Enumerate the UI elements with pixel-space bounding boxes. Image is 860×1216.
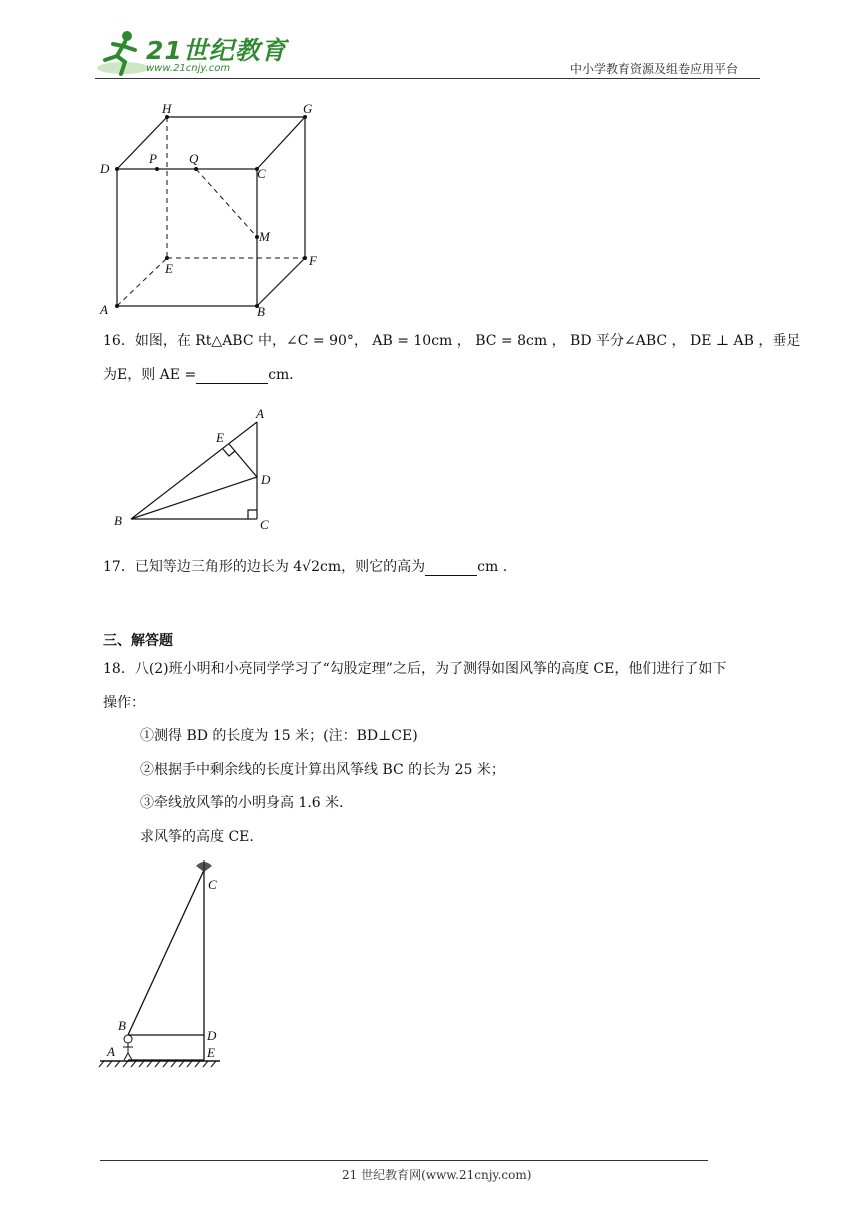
- q16-line2-prefix: 为E，则 AE =: [103, 367, 197, 383]
- kite-label-A: A: [107, 1044, 115, 1059]
- footer-divider: [100, 1160, 708, 1161]
- kite-figure: [98, 858, 228, 1070]
- cube-label-P: P: [149, 151, 157, 166]
- kite-label-E: E: [207, 1045, 215, 1060]
- tri-label-A: A: [256, 406, 264, 421]
- cube-label-D: D: [100, 161, 110, 176]
- q18-step2: ②根据手中剩余线的长度计算出风筝线 BC 的长为 25 米；: [140, 762, 505, 778]
- q17-suffix: cm .: [477, 559, 508, 575]
- cube-label-B: B: [257, 304, 265, 319]
- tri-label-D: D: [261, 472, 271, 487]
- logo-url: www.21cnjy.com: [146, 63, 231, 74]
- q16-answer-blank: [196, 369, 268, 384]
- site-tagline: 中小学教育资源及组卷应用平台: [570, 62, 739, 76]
- q18-line2: 操作：: [103, 695, 145, 711]
- q16-line2: [103, 366, 303, 384]
- kite-label-B: B: [118, 1018, 126, 1033]
- cube-figure: [95, 95, 335, 320]
- q17-answer-blank: [425, 561, 477, 576]
- cube-label-F: F: [309, 253, 317, 268]
- cube-label-E: E: [165, 261, 173, 276]
- q16-line2-suffix: cm．: [268, 367, 304, 383]
- triangle-figure: [110, 402, 285, 532]
- q17-prefix: 17．已知等边三角形的边长为 4√2cm，则它的高为: [103, 559, 426, 575]
- tri-label-C: C: [260, 517, 269, 532]
- q16-line1: 16．如图，在 Rt△ABC 中，∠C = 90°， AB = 10cm ， BC = 8cm ， BD 平分∠ABC ， DE ⊥ AB ，垂足: [103, 333, 801, 349]
- tri-label-B: B: [114, 513, 122, 528]
- header-divider: [95, 78, 760, 79]
- kite-icon: [196, 860, 212, 872]
- logo-title: 21世纪教育: [146, 36, 287, 65]
- cube-label-G: G: [303, 101, 313, 116]
- kite-label-D: D: [207, 1028, 217, 1043]
- cube-label-Q: Q: [189, 151, 199, 166]
- cube-label-M: M: [259, 229, 270, 244]
- cube-label-A: A: [100, 302, 108, 317]
- kite-label-C: C: [208, 877, 217, 892]
- q17-text: [103, 558, 507, 576]
- cube-label-H: H: [162, 101, 172, 116]
- cube-label-C: C: [257, 166, 266, 181]
- footer-text: 21 世纪教育网(www.21cnjy.com): [342, 1168, 532, 1182]
- person-icon: [123, 1035, 133, 1060]
- section-title: 三、解答题: [103, 633, 173, 649]
- runner-logo-icon: [95, 28, 150, 80]
- q18-line1: 18．八(2)班小明和小亮同学学习了“勾股定理”之后，为了测得如图风筝的高度 CE，他们进行了如下: [103, 661, 727, 677]
- tri-label-E: E: [216, 430, 224, 445]
- q18-step1: ①测得 BD 的长度为 15 米；(注：BD⊥CE): [140, 728, 418, 744]
- q18-ask: 求风筝的高度 CE.: [140, 829, 254, 845]
- q18-step3: ③牵线放风筝的小明身高 1.6 米．: [140, 795, 354, 811]
